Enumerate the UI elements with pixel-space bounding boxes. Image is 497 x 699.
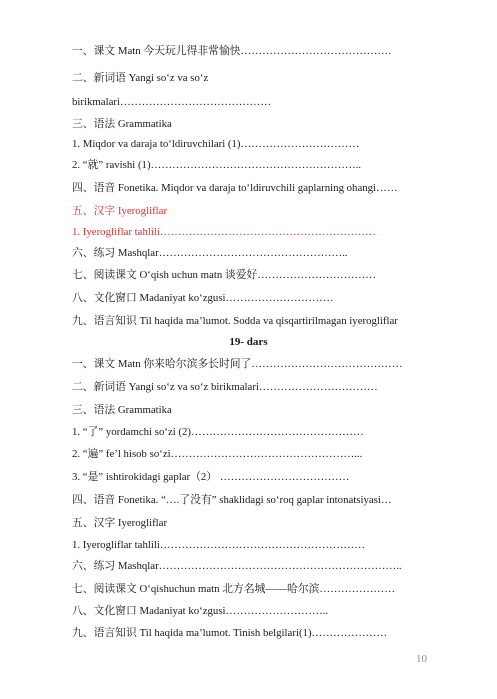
toc-lesson18-grammar-2: 2. “就” ravishi (1)………………………………………………….. [72, 159, 362, 171]
toc-lesson19-reading: 七、阅读课文 O‘qishuchun matn 北方名城——哈尔滨………………… [72, 583, 395, 595]
toc-lesson18-new-words: 二、新词语 Yangi so‘z va so‘z [72, 72, 209, 84]
toc-lesson19-culture: 八、文化窗口 Madaniyat ko‘zgusi……………………….. [72, 605, 329, 617]
toc-lesson19-grammar-2: 2. “遍” fe’l hisob so‘zi……………………………………………... [72, 448, 363, 460]
toc-lesson18-grammar: 三、语法 Grammatika [72, 118, 172, 130]
toc-lesson18-hieroglyphs: 五、汉字 Iyerogliflar [72, 205, 168, 217]
toc-lesson19-grammar: 三、语法 Grammatika [72, 404, 172, 416]
toc-lesson19-language-knowledge: 九、语言知识 Til haqida ma’lumot. Tinish belgilari(1)………………… [72, 627, 388, 639]
toc-lesson18-language-knowledge: 九、语言知识 Til haqida ma’lumot. Sodda va qisqartirilmagan iyerogliflar [72, 315, 398, 327]
toc-lesson19-exercises: 六、练习 Mashqlar………………………………………………………….. [72, 560, 402, 572]
toc-lesson18-new-words-cont: birikmalari…………………………………… [72, 96, 272, 108]
toc-lesson18-reading: 七、阅读课文 O‘qish uchun matn 谈爱好…………………………… [72, 269, 377, 281]
toc-lesson19-text: 一、课文 Matn 你来哈尔滨多长时间了…………………………………… [72, 358, 403, 370]
toc-lesson18-grammar-1: 1. Miqdor va daraja to‘ldiruvchilari (1)…………………………… [72, 138, 360, 150]
toc-lesson19-grammar-3: 3. “是” ishtirokidagi gaplar（2） ……………………………… [72, 471, 350, 483]
toc-lesson19-grammar-1: 1. “了” yordamchi so‘zi (2)………………………………………… [72, 426, 364, 438]
toc-lesson19-hieroglyphs: 五、汉字 Iyerogliflar [72, 517, 168, 529]
lesson-heading: 19- dars [229, 336, 268, 348]
toc-lesson18-phonetics: 四、语音 Fonetika. Miqdor va daraja to‘ldiruvchili gaplarning ohangi…… [72, 182, 398, 194]
toc-lesson19-new-words: 二、新词语 Yangi so‘z va so‘z birikmalari…………………………… [72, 381, 378, 393]
toc-lesson18-text: 一、课文 Matn 今天玩儿得非常愉快…………………………………… [72, 45, 392, 57]
toc-lesson18-culture: 八、文化窗口 Madaniyat ko‘zgusi………………………… [72, 292, 334, 304]
toc-lesson18-exercises: 六、练习 Mashqlar…………………………………………….. [72, 247, 348, 259]
page-number: 10 [416, 653, 427, 665]
toc-lesson18-hieroglyph-analysis: 1. Iyerogliflar tahlili…………………………………………………… [72, 226, 376, 238]
toc-lesson19-phonetics: 四、语音 Fonetika. “….了没有” shaklidagi so‘roq gaplar intonatsiyasi… [72, 494, 392, 506]
toc-lesson19-hieroglyph-analysis: 1. Iyerogliflar tahlili………………………………………………… [72, 539, 365, 551]
